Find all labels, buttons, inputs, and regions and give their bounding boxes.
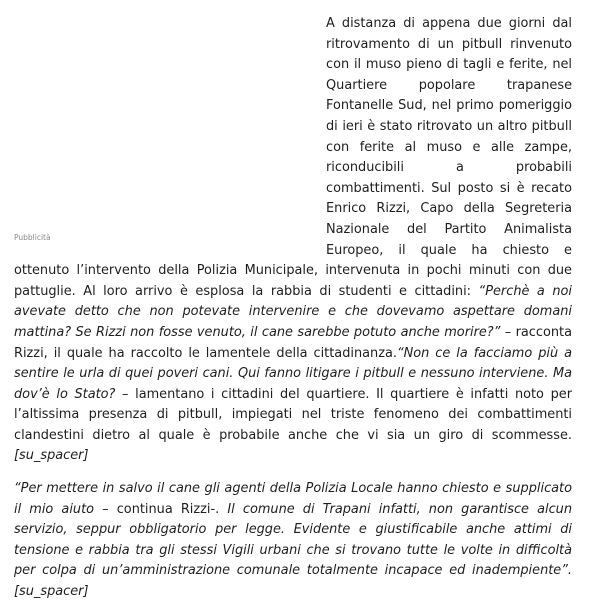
paragraph-1-text-continued: – lamentano i cittadini del quartiere. Il quartiere è infatti noto per l’altissima presenza di pitbull, impiegati nel triste fenomeno dei combattimenti clandestini dietro al quale è probabile anche che vi sia un giro di scommesse.	[14, 386, 572, 443]
paragraph-2-attribution: – continua Rizzi-.	[94, 501, 228, 517]
paragraph-1-quote-students: “Perchè a noi avevate detto che non potevate intervenire e che dovevamo aspettare domani mattina? Se Rizzi non fosse venuto, il cane sarebbe potuto anche morire?”	[14, 283, 572, 340]
shortcode-spacer: [su_spacer]	[14, 584, 89, 600]
paragraph-1-attribution: – racconta Rizzi, il quale ha raccolto le lamentele della cittadinanza.	[14, 324, 572, 361]
paragraph-2	[14, 479, 572, 603]
article-body	[14, 14, 572, 603]
shortcode-spacer: [su_spacer]	[14, 448, 89, 464]
paragraph-1-quote-residents: “Non ce la facciamo più a sentire le urla di quei poveri cani. Qui fanno litigare i pitbull e nessuno interviene. Ma dov’è lo Stato?	[14, 345, 573, 402]
ad-label: Pubblicità	[14, 233, 51, 242]
paragraph-2-quote-open: “Per mettere in salvo il cane gli agenti della Polizia Locale hanno chiesto e supplicato il mio aiuto	[14, 481, 572, 517]
paragraph-2-quote-rest: Il comune di Trapani infatti, non garantisce alcun servizio, seppur obbligatorio per legge. Evidente e giustificabile anche attimi di tensione e rabbia tra gli stessi Vigili urbani che si trovano tutte le volte in difficoltà per colpa di un’amministrazione comunale totalmente incapace ed inadempiente”.	[14, 501, 572, 579]
ad-placeholder[interactable]	[14, 14, 326, 246]
paragraph-1-text: A distanza di appena due giorni dal ritrovamento di un pitbull rinvenuto con il muso pieno di tagli e ferite, nel Quartiere popolare trapanese Fontanelle Sud, nel primo pomeriggio di ieri è stato ritrovato un altro pitbull con ferite al muso e alle zampe, riconducibili a probabili combattimenti. Sul posto si è recato Enrico Rizzi, Capo della Segreteria Nazionale del Partito Animalista Europeo, il quale ha chiesto e ottenuto l’intervento della Polizia Municipale, intervenuta in pochi minuti con due pattuglie. Al loro arrivo è esplosa la rabbia di studenti e cittadini:	[14, 16, 572, 299]
